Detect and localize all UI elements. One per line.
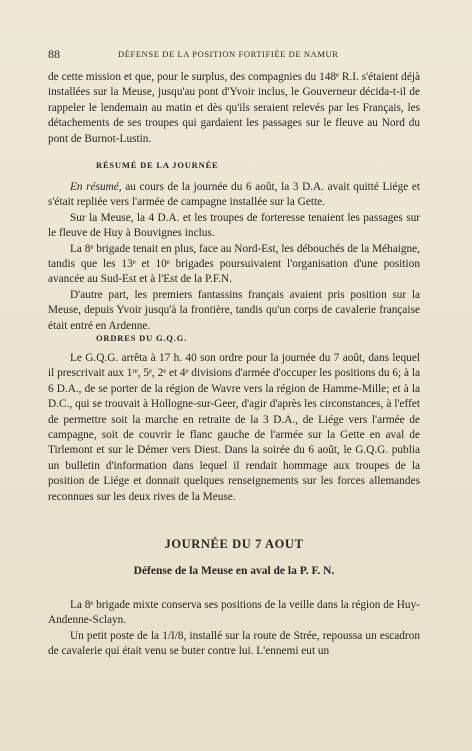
paragraph: de cette mission et que, pour le surplus, des compagnies du 148ᵉ R.I. s'étaient déjà installées sur la Meuse, jusqu'au pont d'Yvoir inclus, le Gouverneur décida-t-il de rappeler le lendemain au matin et dès qu'ils seraient relevés par les Français, les détachements de ses troupes qui gardaient les passages sur le fleuve au Nord du pont de Burnot-Lustin. <box>48 71 420 145</box>
italic-lead: En résumé, <box>70 181 122 193</box>
section-heading-ordres: ORDRES DU G.Q.G. <box>96 333 187 343</box>
paragraph: D'autre part, les premiers fantassins français avaient pris position sur la Meuse, depuis Yvoir jusqu'à la frontière, tandis qu'un corps de cavalerie française était entré en Ardenne. <box>48 288 420 332</box>
chapter-title: JOURNÉE DU 7 AOUT <box>164 537 304 551</box>
paragraph-block-ordres <box>48 351 420 505</box>
chapter-subtitle: Défense de la Meuse en aval de la P. F. N. <box>133 565 335 577</box>
paragraph: Le G.Q.G. arrêta à 17 h. 40 son ordre pour la journée du 7 août, dans lequel il prescrivait aux 1ʳᵉ, 5ᵉ, 2ᵉ et 4ᵉ divisions d'armée d'occuper les positions du 6; à la 6 D.A., de se porter de la région de Wavre vers la région de Hamme-Mille; et à la D.C., qui se trouvait à Hollogne-sur-Geer, d'agir d'après les circonstances, à l'effet de permettre soit la marche en retraite de la 3 D.A., de Liége vers l'armée de campagne, soit de couvrir le flanc gauche de l'armée sur la Gette en aval de Tirlemont et sur le Démer vers Diest. Dans la soirée du 6 août, le G.Q.G. publia un bulletin d'information dans lequel il rendait hommage aux troupes de la position de Liége et donnait quelques renseignements sur les forces allemandes reconnues sur les deux rives de la Meuse. <box>48 352 420 503</box>
section-heading-resume: RÉSUMÉ DE LA JOURNÉE <box>96 160 219 170</box>
running-title: DÉFENSE DE LA POSITION FORTIFIÉE DE NAMUR <box>118 49 339 59</box>
paragraph: Sur la Meuse, la 4 D.A. et les troupes de forteresse tenaient les passages sur le fleuve de Huy à Bouvignes inclus. <box>48 211 420 240</box>
paragraph-block-journee <box>48 598 420 660</box>
paragraph: En résumé, au cours de la journée du 6 août, la 3 D.A. avait quitté Liége et s'était repliée vers l'armée de campagne installée sur la Gette. <box>48 181 420 209</box>
page-number: 88 <box>48 47 60 61</box>
paragraph-block-1 <box>48 70 420 147</box>
paragraph: Un petit poste de la 1/I/8, installé sur la route de Strée, repoussa un escadron de cavalerie qui était venu se buter contre lui. L'ennemi eut un <box>48 629 420 658</box>
paragraph: La 8ᵉ brigade tenait en plus, face au Nord-Est, les débouchés de la Méhaigne, tandis que les 13ᵉ et 10ᵉ brigades poursuivaient l'organisation d'une position avancée au Sud-Est et à l'Est de la P.F.N. <box>48 242 420 286</box>
paragraph-block-resume <box>48 180 420 334</box>
paragraph: La 8ᵉ brigade mixte conserva ses positions de la veille dans la région de Huy-Andenne-Sclayn. <box>48 599 420 627</box>
page-header <box>48 47 428 61</box>
